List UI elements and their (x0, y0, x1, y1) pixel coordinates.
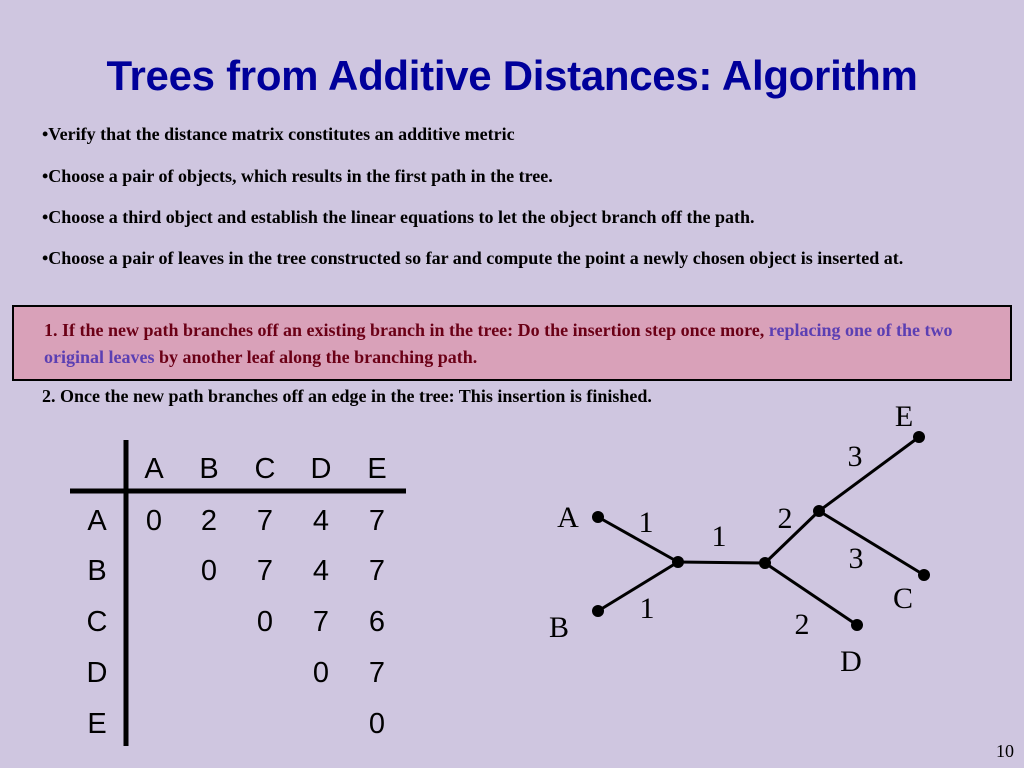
bullet-choose-third: •Choose a third object and establish the linear equations to let the object branch off the path. (42, 207, 755, 227)
matrix-col-header: B (199, 453, 219, 485)
matrix-cell: 6 (368, 606, 386, 638)
internal-node-w (813, 505, 825, 517)
edge-weight-a-u: 1 (638, 506, 654, 539)
node-b (592, 605, 604, 617)
matrix-col-header: C (254, 453, 276, 485)
edge-w-c (819, 511, 924, 575)
matrix-col-header: E (367, 453, 387, 485)
edge-weight-u-v: 1 (711, 520, 727, 553)
matrix-cell: 7 (368, 657, 386, 689)
matrix-cell: 4 (312, 555, 330, 587)
edge-weight-b-u: 1 (639, 592, 655, 625)
matrix-cell: 4 (312, 505, 330, 537)
node-e (913, 431, 925, 443)
step2-text: 2. Once the new path branches off an edge in the tree: This insertion is finished. (42, 386, 652, 406)
matrix-row-header: B (87, 555, 107, 587)
slide-title: Trees from Additive Distances: Algorithm (106, 52, 918, 99)
callout-step1-prefix: 1. If the new path branches off an existing branch in the tree: Do the insertion step once more, (44, 320, 769, 340)
edge-weight-v-d: 2 (794, 608, 810, 641)
matrix-cell: 7 (368, 505, 386, 537)
matrix-cell: 0 (145, 505, 163, 537)
edge-v-d (765, 563, 857, 625)
edge-u-v (678, 562, 765, 563)
matrix-cell: 7 (368, 555, 386, 587)
node-c (918, 569, 930, 581)
node-a (592, 511, 604, 523)
matrix-cell: 7 (312, 606, 330, 638)
page-number: 10 (996, 741, 1014, 761)
matrix-row-header: A (87, 505, 107, 537)
matrix-row-header: E (87, 708, 107, 740)
node-d (851, 619, 863, 631)
matrix-cell: 0 (312, 657, 330, 689)
matrix-cell: 0 (200, 555, 218, 587)
callout-step1-highlight: replacing one of the two original leaves (44, 320, 953, 367)
edge-b-u (598, 562, 678, 611)
matrix-col-header: D (310, 453, 332, 485)
leaf-label-c: C (892, 582, 914, 615)
leaf-label-e: E (894, 400, 914, 433)
matrix-row-header: D (86, 657, 108, 689)
leaf-label-b: B (548, 611, 570, 644)
leaf-label-d: D (840, 645, 862, 678)
matrix-cell: 2 (200, 505, 218, 537)
internal-node-v (759, 557, 771, 569)
matrix-cell: 0 (256, 606, 274, 638)
edge-w-e (819, 437, 919, 511)
bullet-choose-leaves: •Choose a pair of leaves in the tree constructed so far and compute the point a newly chosen object is inserted at. (42, 248, 904, 268)
bullet-choose-pair: •Choose a pair of objects, which results in the first path in the tree. (42, 166, 553, 186)
edge-weight-w-e: 3 (847, 440, 863, 473)
callout-step1-suffix: by another leaf along the branching path. (154, 347, 478, 367)
matrix-cell: 7 (256, 505, 274, 537)
edge-weight-v-w: 2 (777, 502, 793, 535)
internal-node-u (672, 556, 684, 568)
matrix-col-header: A (144, 453, 164, 485)
matrix-cell: 7 (256, 555, 274, 587)
edge-weight-w-c: 3 (848, 542, 864, 575)
bullet-verify-metric: •Verify that the distance matrix constitutes an additive metric (42, 124, 515, 144)
leaf-label-a: A (557, 501, 579, 534)
matrix-cell: 0 (368, 708, 386, 740)
matrix-row-header: C (86, 606, 108, 638)
